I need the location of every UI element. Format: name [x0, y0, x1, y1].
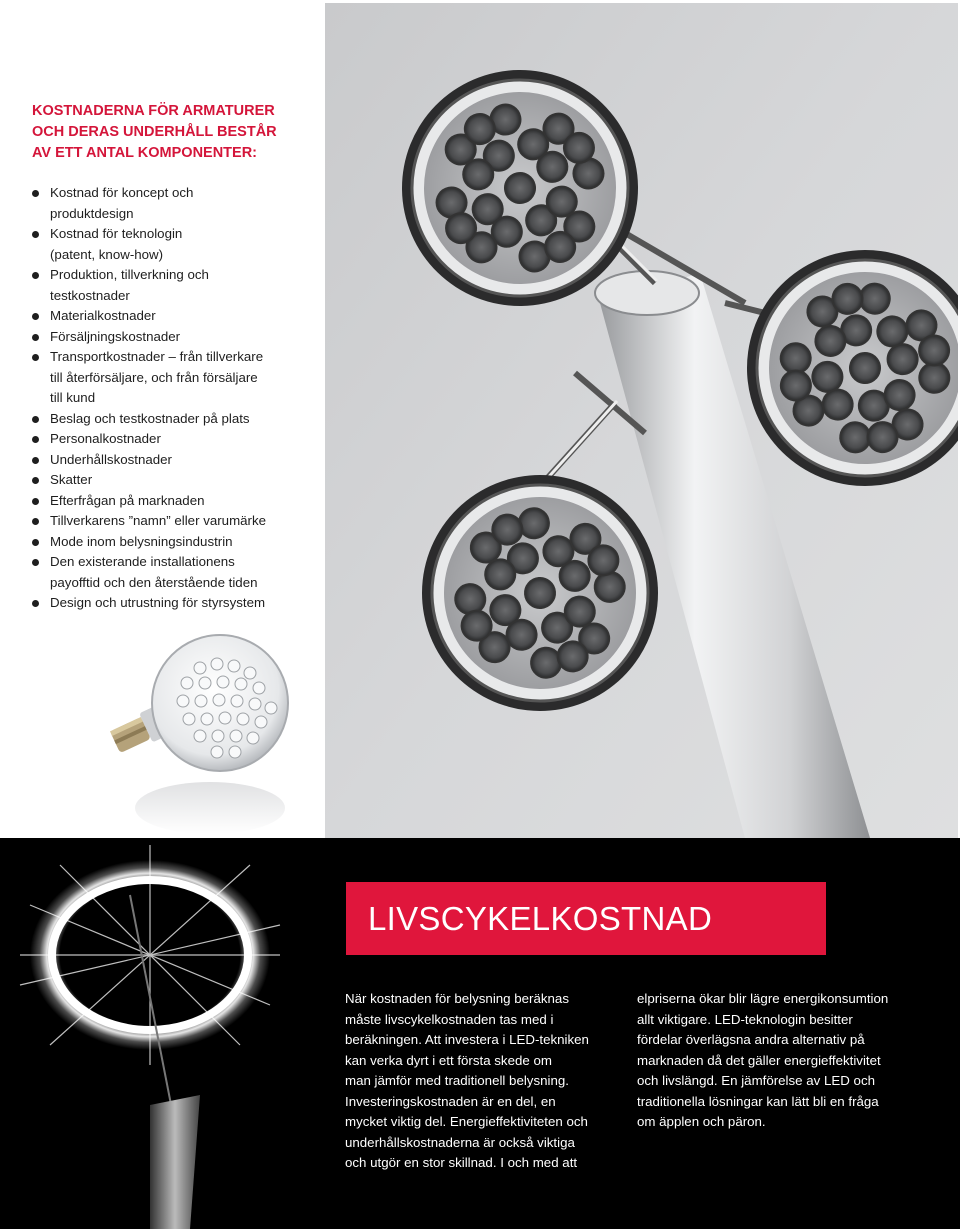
led-bulb-photo	[105, 628, 305, 838]
cost-list-item	[32, 593, 317, 614]
body-text-column-2	[637, 989, 937, 1133]
body-text-line: beräkningen. Att investera i LED-tekniken	[345, 1032, 589, 1047]
body-text-column-1	[345, 989, 615, 1174]
bullet-icon	[32, 477, 39, 484]
cost-list-item-text: Produktion, tillverkning och	[50, 267, 209, 282]
bullet-icon	[32, 334, 39, 341]
cost-list-item	[32, 327, 317, 348]
bullet-icon	[32, 416, 39, 423]
cost-list-item-text: (patent, know-how)	[50, 246, 164, 262]
cost-list-item-text: Transportkostnader – från tillverkare	[50, 349, 264, 364]
cost-list-item-text: Mode inom belysningsindustrin	[50, 533, 233, 549]
section-title: LIVSCYKELKOSTNAD	[368, 900, 713, 937]
cost-list-item	[32, 491, 317, 512]
section-title-banner	[346, 882, 826, 955]
heading-line: KOSTNADERNA FÖR ARMATURER	[32, 103, 275, 119]
heading-line: OCH DERAS UNDERHÅLL BESTÅR	[32, 124, 277, 140]
body-text-line: traditionella lösningar kan lätt bli en fråga	[637, 1093, 879, 1109]
bullet-icon	[32, 231, 39, 238]
cost-list-item	[32, 224, 317, 265]
cost-list-item-text: till återförsäljare, och från försäljare	[50, 369, 258, 385]
bullet-icon	[32, 498, 39, 505]
bullet-icon	[32, 313, 39, 320]
cost-list-item	[32, 429, 317, 450]
cost-list-item-text: Kostnad för koncept och	[50, 185, 194, 200]
cost-list-item	[32, 532, 317, 553]
cost-list-item-text: till kund	[50, 390, 96, 405]
body-text-line: måste livscykelkostnaden tas med i	[345, 1011, 554, 1027]
cost-list-item-text: payofftid och den återstående tiden	[50, 574, 258, 590]
body-text-line: Investeringskostnaden är en del, en	[345, 1093, 556, 1109]
body-text-line: och livslängd. En jämförelse av LED och	[637, 1073, 875, 1088]
bullet-icon	[32, 539, 39, 546]
cost-list-item-text: Kostnad för teknologin	[50, 226, 183, 241]
body-text-line: kan verka dyrt i ett första skede om	[345, 1052, 552, 1068]
body-text-line: om äpplen och päron.	[637, 1114, 766, 1129]
cost-list-item	[32, 347, 317, 409]
cost-list-item-text: Tillverkarens ”namn” eller varumärke	[50, 513, 267, 528]
bullet-icon	[32, 457, 39, 464]
cost-list-item	[32, 409, 317, 430]
body-text-line: allt viktigare. LED-teknologin besitter	[637, 1011, 853, 1027]
cost-list-item-text: Personalkostnader	[50, 431, 161, 446]
cost-list-item-text: Underhållskostnader	[50, 451, 172, 467]
bullet-icon	[32, 518, 39, 525]
section-heading	[32, 101, 292, 164]
cost-list-item	[32, 552, 317, 593]
cost-list-item-text: Efterfrågan på marknaden	[50, 492, 205, 508]
cost-list-item	[32, 306, 317, 327]
bullet-icon	[32, 436, 39, 443]
cost-list-item-text: produktdesign	[50, 205, 134, 221]
body-text-line: När kostnaden för belysning beräknas	[345, 991, 569, 1006]
cost-list-item-text: Försäljningskostnader	[50, 328, 181, 344]
cost-list-item	[32, 183, 317, 224]
cost-list-item-text: testkostnader	[50, 287, 130, 303]
cost-component-list	[32, 183, 317, 614]
bullet-icon	[32, 190, 39, 197]
cost-list-item-text: Materialkostnader	[50, 308, 156, 323]
cost-list-item	[32, 265, 317, 306]
body-text-line: mycket viktig del. Energieffektiviteten och	[345, 1114, 588, 1129]
body-text-line: marknaden då det gäller energieffektivitet	[637, 1052, 881, 1068]
body-text-line: underhållskostnaderna är också viktiga	[345, 1134, 575, 1150]
bullet-icon	[32, 600, 39, 607]
cost-list-item	[32, 450, 317, 471]
body-text-line: man jämför med traditionell belysning.	[345, 1073, 569, 1088]
bullet-icon	[32, 354, 39, 361]
led-ring-street-lamp-photo	[0, 845, 330, 1229]
bullet-icon	[32, 272, 39, 279]
body-text-line: fördelar överlägsna andra alternativ på	[637, 1032, 865, 1047]
cost-list-item	[32, 511, 317, 532]
heading-line: AV ETT ANTAL KOMPONENTER:	[32, 145, 258, 161]
body-text-line: elpriserna ökar blir lägre energikonsumtion	[637, 991, 889, 1006]
cost-list-item-text: Beslag och testkostnader på plats	[50, 410, 250, 426]
cost-list-item-text: Skatter	[50, 472, 93, 487]
bullet-icon	[32, 559, 39, 566]
led-floodlight-pole-photo	[325, 3, 958, 838]
cost-list-item	[32, 470, 317, 491]
body-text-line: och utgör en stor skillnad. I och med att	[345, 1155, 578, 1170]
cost-list-item-text: Den existerande installationens	[50, 554, 235, 569]
cost-list-item-text: Design och utrustning för styrsystem	[50, 595, 266, 610]
